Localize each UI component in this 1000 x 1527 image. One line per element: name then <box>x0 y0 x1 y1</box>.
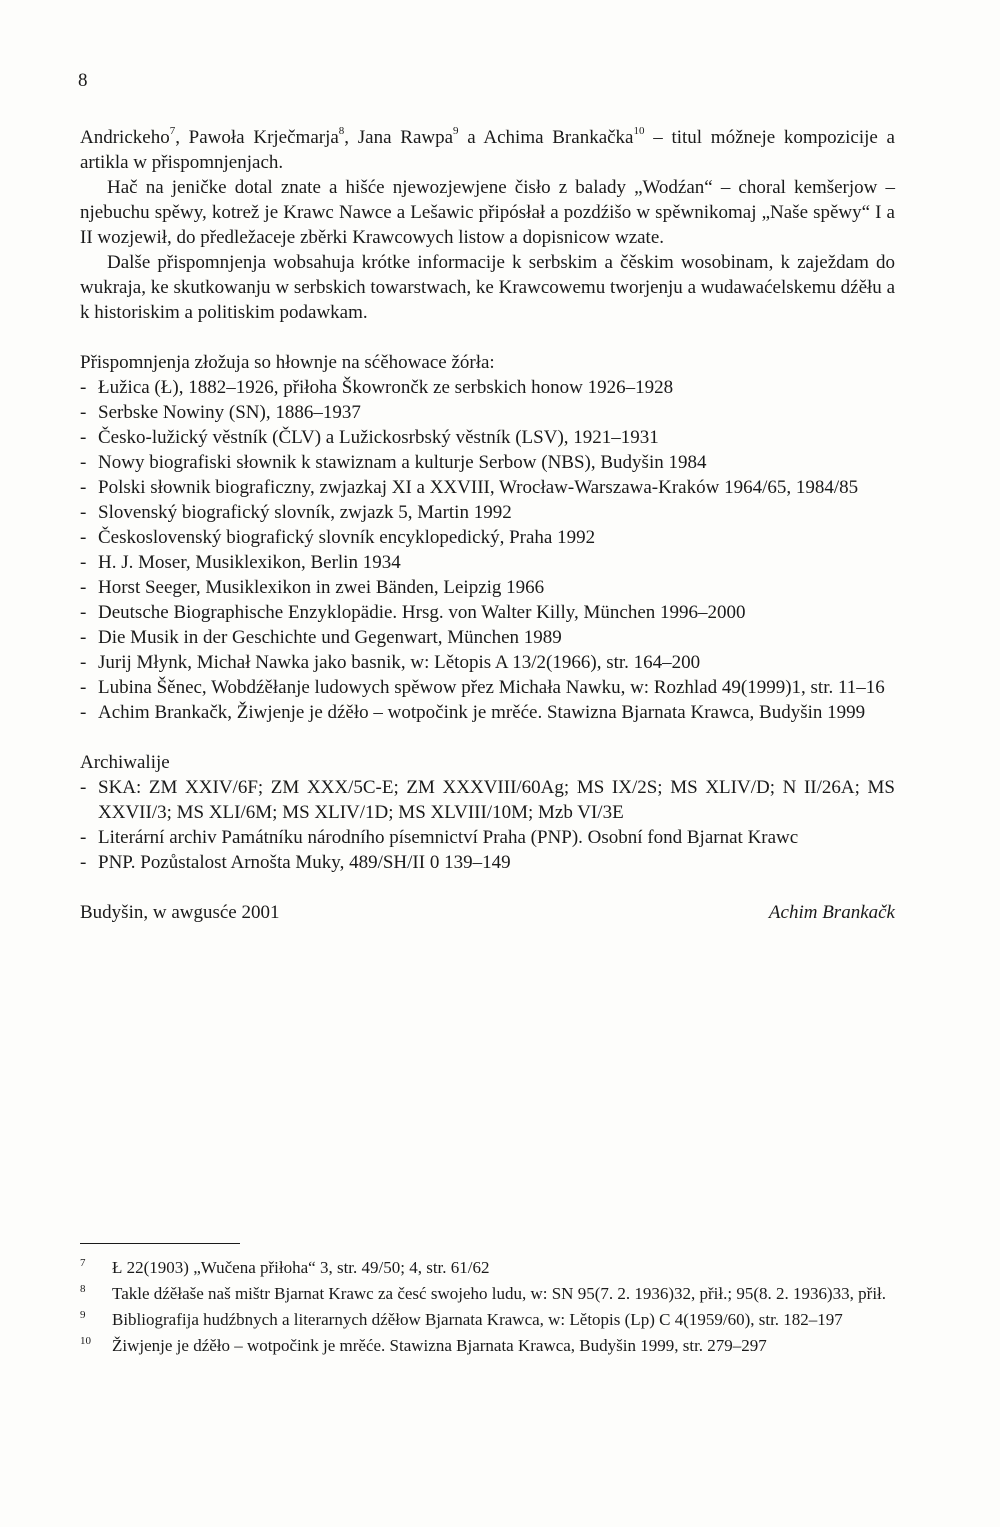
list-item: - Horst Seeger, Musiklexikon in zwei Bänden, Leipzig 1966 <box>80 575 895 600</box>
footnote-text: Bibliografija hudźbnych a literarnych dźěłow Bjarnata Krawca, w: Lětopis (Lp) C 4(1959/60), str. 182–197 <box>112 1310 843 1329</box>
footnote-ref-10[interactable]: 10 <box>633 125 645 137</box>
list-item: - Achim Brankačk, Žiwjenje je dźěło – wotpočink je mrěće. Stawizna Bjarnata Krawca, Budyšin 1999 <box>80 700 895 725</box>
archives-list <box>80 775 895 875</box>
list-item: - Serbske Nowiny (SN), 1886–1937 <box>80 400 895 425</box>
footnote <box>80 1335 895 1357</box>
text-span: , Jana Rawpa <box>344 127 454 148</box>
list-item: - Polski słownik biograficzny, zwjazkaj XI a XXVIII, Wrocław-Warszawa-Kraków 1964/65, 1984/85 <box>80 475 895 500</box>
footnote-ref-9[interactable]: 9 <box>453 125 459 137</box>
footnote-text: Žiwjenje je dźěło – wotpočink je mrěće. Stawizna Bjarnata Krawca, Budyšin 1999, str. 279–297 <box>112 1336 767 1355</box>
archives-heading: Archiwalije <box>80 752 170 773</box>
paragraph-2: Hač na jeničke dotal znate a hišće njewozjewjene čisło z balady „Wodźan“ – choral kemšerjow – njebuchu spěwy, kotrež je Krawc Nawce a Lešawic připósłał a pozdźišo w spěwnikomaj „Naše spěwy“ I a II wozjewił, do předležaceje zběrki Krawcowych listow a dopisnicow wzate. <box>80 177 895 248</box>
footnote <box>80 1283 895 1305</box>
footnote <box>80 1257 895 1279</box>
list-item: - Slovenský biografický slovník, zwjazk 5, Martin 1992 <box>80 500 895 525</box>
list-item: - Československý biografický slovník encyklopedický, Praha 1992 <box>80 525 895 550</box>
list-item: - PNP. Pozůstalost Arnošta Muky, 489/SH/II 0 139–149 <box>80 850 895 875</box>
footnote-number: 10 <box>80 1335 91 1347</box>
footnote-text: Ł 22(1903) „Wučena přiłoha“ 3, str. 49/50; 4, str. 61/62 <box>112 1258 490 1277</box>
list-item: - Die Musik in der Geschichte und Gegenwart, München 1989 <box>80 625 895 650</box>
footnote-number: 7 <box>80 1257 86 1269</box>
text-span: , Pawoła Krječmarja <box>175 127 339 148</box>
paragraph-3: Dalše přispomnjenja wobsahuja krótke informacije k serbskim a čěskim wosobinam, k zaježdam do wukraja, ke skutkowanju w serbskich towarstwach, ke Krawcowemu tworjenju a wudawaćelskemu dźěłu a k historiskim a politiskim podawkam. <box>80 252 895 323</box>
list-item: - Deutsche Biographische Enzyklopädie. Hrsg. von Walter Killy, München 1996–2000 <box>80 600 895 625</box>
sources-list <box>80 375 895 725</box>
list-item: - Jurij Młynk, Michał Nawka jako basnik, w: Lětopis A 13/2(1966), str. 164–200 <box>80 650 895 675</box>
footnote-ref-8[interactable]: 8 <box>338 125 345 137</box>
main-text <box>80 125 895 925</box>
footnote <box>80 1309 895 1331</box>
signature-row <box>80 900 895 925</box>
footnote-number: 9 <box>80 1309 86 1321</box>
list-item: - Literární archiv Památníku národního písemnictví Praha (PNP). Osobní fond Bjarnat Krawc <box>80 825 895 850</box>
footnote-text: Takle dźěłaše naš mištr Bjarnat Krawc za česć swojeho ludu, w: SN 95(7. 2. 1936)32, přił.; 95(8. 2. 1936)33, přił. <box>112 1284 887 1303</box>
paragraph-1 <box>80 125 895 175</box>
text-span: a Achima Brankačka <box>458 127 634 148</box>
text-span: Andrickeho <box>80 127 170 148</box>
list-item: - SKA: ZM XXIV/6F; ZM XXX/5C-E; ZM XXXVIII/60Ag; MS IX/2S; MS XLIV/D; N II/26A; MS XXVII/3; MS XLI/6M; MS XLIV/1D; MS XLVIII/10M; Mzb VI/3E <box>80 775 895 825</box>
list-item: - Česko-lužický věstník (ČLV) a Lužickosrbský věstník (LSV), 1921–1931 <box>80 425 895 450</box>
list-item: - Lubina Šěnec, Wobdźěłanje ludowych spěwow přez Michała Nawku, w: Rozhlad 49(1999)1, str. 11–16 <box>80 675 895 700</box>
place-date: Budyšin, w awgusće 2001 <box>80 902 280 923</box>
footnote-number: 8 <box>80 1283 86 1295</box>
sources-heading: Přispomnjenja złožuja so hłownje na sćěhowace žórła: <box>80 352 495 373</box>
list-item: - H. J. Moser, Musiklexikon, Berlin 1934 <box>80 550 895 575</box>
page-number: 8 <box>78 70 88 91</box>
footnote-divider <box>80 1243 240 1244</box>
text-span: – titul móžneje kompozicije a artikla w přispomnjenjach. <box>80 127 895 173</box>
footnotes <box>80 1257 895 1361</box>
footnote-ref-7[interactable]: 7 <box>169 125 176 137</box>
list-item: - Łužica (Ł), 1882–1926, přiłoha Škowrončk ze serbskich honow 1926–1928 <box>80 375 895 400</box>
list-item: - Nowy biografiski słownik k stawiznam a kulturje Serbow (NBS), Budyšin 1984 <box>80 450 895 475</box>
author-signature: Achim Brankačk <box>768 902 895 923</box>
